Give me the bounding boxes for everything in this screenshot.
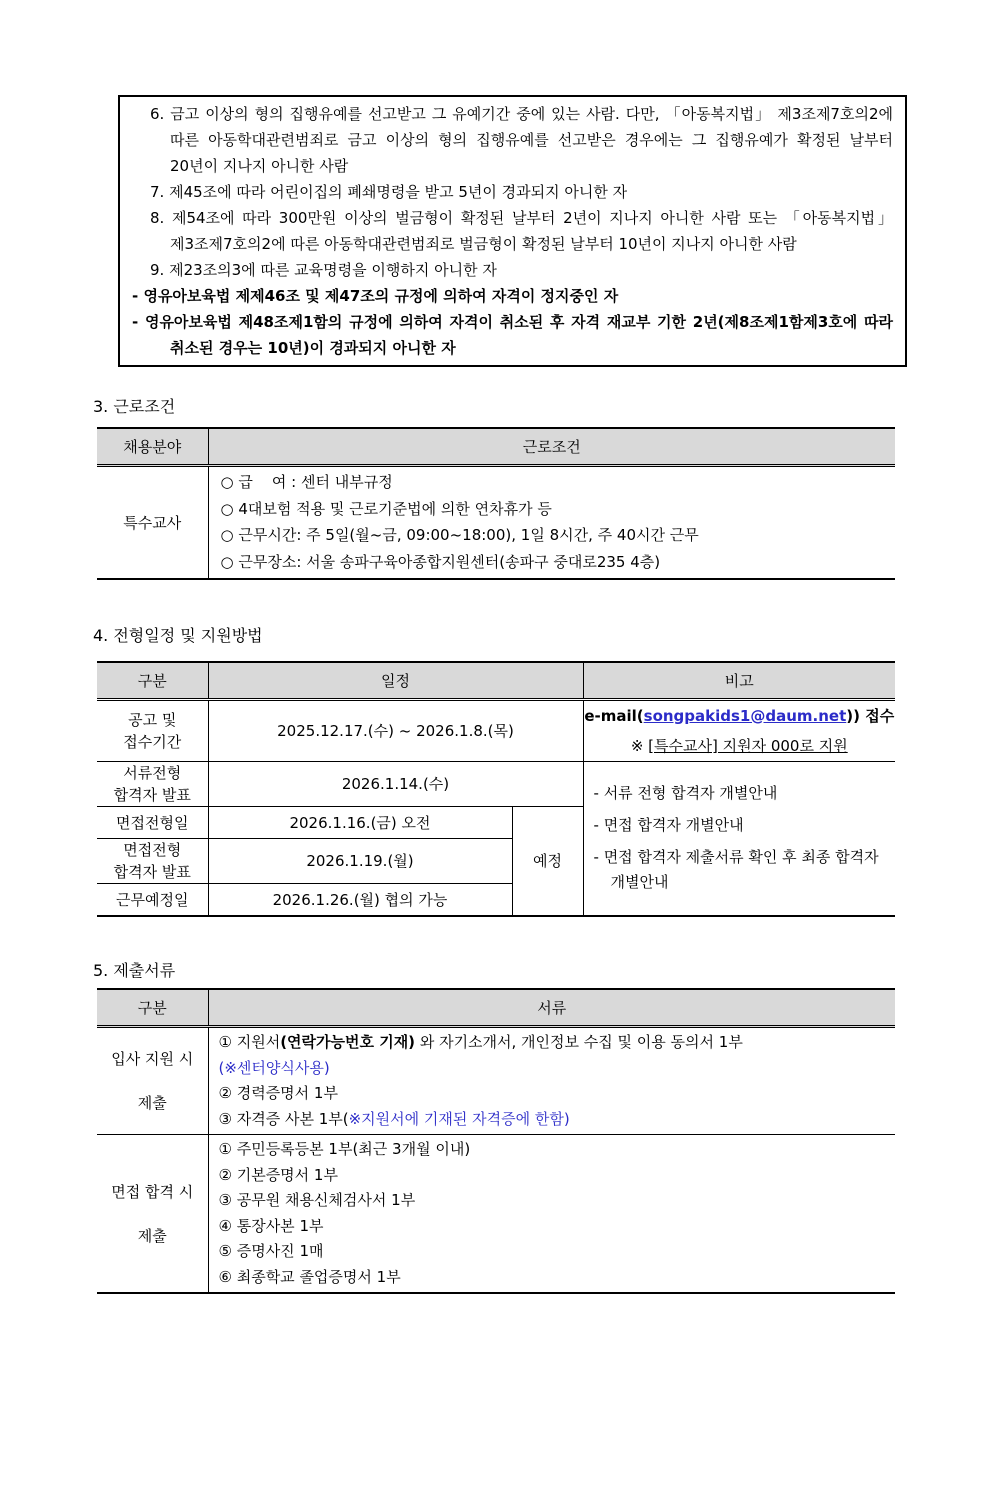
application-docs-cell [208,1027,895,1135]
doc-item: ⑥ 최종학교 졸업증명서 1부 [218,1267,401,1286]
remark-item: - 면접 합격자 개별안내 [593,816,744,835]
schedule-date: 2025.12.17.(수) ~ 2026.1.8.(목) [208,699,583,761]
row-label-line: 입사 지원 시 [111,1050,194,1068]
pass-docs-cell [208,1135,895,1294]
row-label-announcement [97,699,208,761]
table-row [97,761,895,806]
email-link[interactable]: songpakids1@daum.net [643,706,847,725]
job-title-cell: 특수교사 [123,513,182,532]
disqualification-item-8: 8. 제54조에 따라 300만원 이상의 벌금형이 확정된 날부터 2년이 지나지 아니한 사람 또는 「아동복지법」 제3조제7호의2에 따른 아동학대관련범죄로 벌금형이 확정된 날부터 10년이 지나지 아니한 사람 [150,209,893,253]
row-label-line: 제출 [137,1094,167,1112]
table-header-row [97,989,895,1027]
row-label-work-start: 근무예정일 [116,890,189,909]
disqualification-item-7: 7. 제45조에 따라 어린이집의 폐쇄명령을 받고 5년이 경과되지 아니한 자 [150,183,628,201]
row-label-line: 합격자 발표 [113,785,191,804]
condition-item-salary: ○ 급 여 : 센터 내부규정 [220,473,393,492]
document-page [0,95,992,1498]
doc-note-center-form: (※센터양식사용) [218,1058,330,1077]
doc-item: ③ 공무원 채용신체검사서 1부 [218,1191,416,1209]
row-label-line: 서류전형 [123,763,182,782]
email-prefix: e-mail( [584,706,644,725]
applicant-instruction-line [584,731,896,761]
doc-item: ② 기본증명서 1부 [218,1165,338,1184]
doc-note-license: ※지원서에 기재된 자격증에 한함) [348,1109,570,1128]
table-header-row [97,662,895,700]
schedule-date: 2026.1.14.(수) [208,761,583,806]
table-row [97,1027,895,1135]
email-line [584,701,896,731]
table-row [97,466,895,579]
section5-title: 5. 제출서류 [93,961,176,980]
note-marker: ※ [630,736,649,755]
header-category: 구분 [97,989,208,1027]
doc-item [219,1107,888,1133]
row-label-interview-result [97,838,208,883]
header-work-conditions: 근로조건 [208,428,895,466]
remarks-cell [583,761,895,916]
doc-text: ① 지원서 [218,1033,281,1051]
applicant-instruction: [특수교사] 지원자 000로 지원 [648,736,848,755]
documents-table [97,988,895,1294]
condition-item-hours: ○ 근무시간: 주 5일(월~금, 09:00~18:00), 1일 8시간, 주 40시간 근무 [220,526,699,545]
doc-text: 와 자기소개서, 개인정보 수집 및 이용 동의서 1부 [415,1033,743,1051]
row-label-interview-date: 면접전형일 [97,806,208,838]
doc-text-bold: (연락가능번호 기재) [280,1033,416,1051]
condition-item-location: ○ 근무장소: 서울 송파구육아종합지원센터(송파구 중대로235 4층) [220,552,661,571]
disqualification-item-revoked: - 영유아보육법 제48조제1함의 규정에 의하여 자격이 취소된 후 자격 재교부 기한 2년(제8조제1함제3호에 따라 취소된 경우는 10년)이 경과되지 아니한 자 [132,313,893,357]
header-documents: 서류 [208,989,895,1027]
header-remarks: 비고 [583,662,895,700]
remark-item: - 면접 합격자 제출서류 확인 후 최종 합격자 개별안내 [593,848,879,892]
row-label-line: 접수기간 [123,732,182,751]
conditions-cell [208,466,895,579]
doc-item: ① 주민등록등본 1부(최근 3개월 이내) [218,1140,471,1158]
row-label-line: 합격자 발표 [113,862,191,881]
doc-text: ③ 자격증 사본 1부( [218,1109,349,1128]
disqualification-box [118,95,907,367]
section4-title: 4. 전형일정 및 지원방법 [93,625,263,645]
doc-item [219,1030,888,1056]
disqualification-item-suspended: - 영유아보육법 제제46조 및 제47조의 규정에 의하여 자격이 정지중인 자 [132,287,619,305]
doc-item: ④ 통장사본 1부 [218,1216,324,1235]
doc-item: ⑤ 증명사진 1매 [218,1242,324,1260]
application-method-cell [583,699,895,761]
condition-item-insurance: ○ 4대보험 적용 및 근로기준법에 의한 연차휴가 등 [220,499,552,518]
row-label-line: 제출 [137,1226,167,1245]
schedule-date: 2026.1.26.(월) 협의 가능 [208,883,512,916]
email-suffix: )) 접수 [846,706,895,725]
disqualification-item-9: 9. 제23조의3에 따른 교육명령을 이행하지 아니한 자 [150,261,497,279]
table-row [97,1135,895,1294]
row-label-on-application [97,1027,208,1135]
schedule-table [97,661,895,918]
status-cell: 예정 [512,806,583,916]
header-schedule: 일정 [208,662,583,700]
section3-title: 3. 근로조건 [93,397,176,416]
row-label-line: 면접 합격 시 [111,1182,194,1201]
doc-item: ② 경력증명서 1부 [218,1084,338,1102]
row-label-line: 면접전형 [123,840,182,859]
row-label-on-pass [97,1135,208,1294]
header-category: 구분 [97,662,208,700]
header-job-field: 채용분야 [97,428,208,466]
table-header-row [97,428,895,466]
table-row [97,699,895,761]
remark-item: - 서류 전형 합격자 개별안내 [593,784,778,803]
row-label-document-screening [97,761,208,806]
schedule-date: 2026.1.19.(월) [208,838,512,883]
row-label-line: 공고 및 [128,710,177,729]
work-conditions-table [97,427,895,580]
schedule-date: 2026.1.16.(금) 오전 [208,806,512,838]
disqualification-item-6: 6. 금고 이상의 형의 집행유예를 선고받고 그 유예기간 중에 있는 사람. 다만, 「아동복지법」 제3조제7호의2에 따른 아동학대관련범죄로 금고 이상의 형의 집행유예를 선고받은 경우에는 그 집행유예가 확정된 날부터 20년이 지나지 아니한 사람 [150,105,893,175]
